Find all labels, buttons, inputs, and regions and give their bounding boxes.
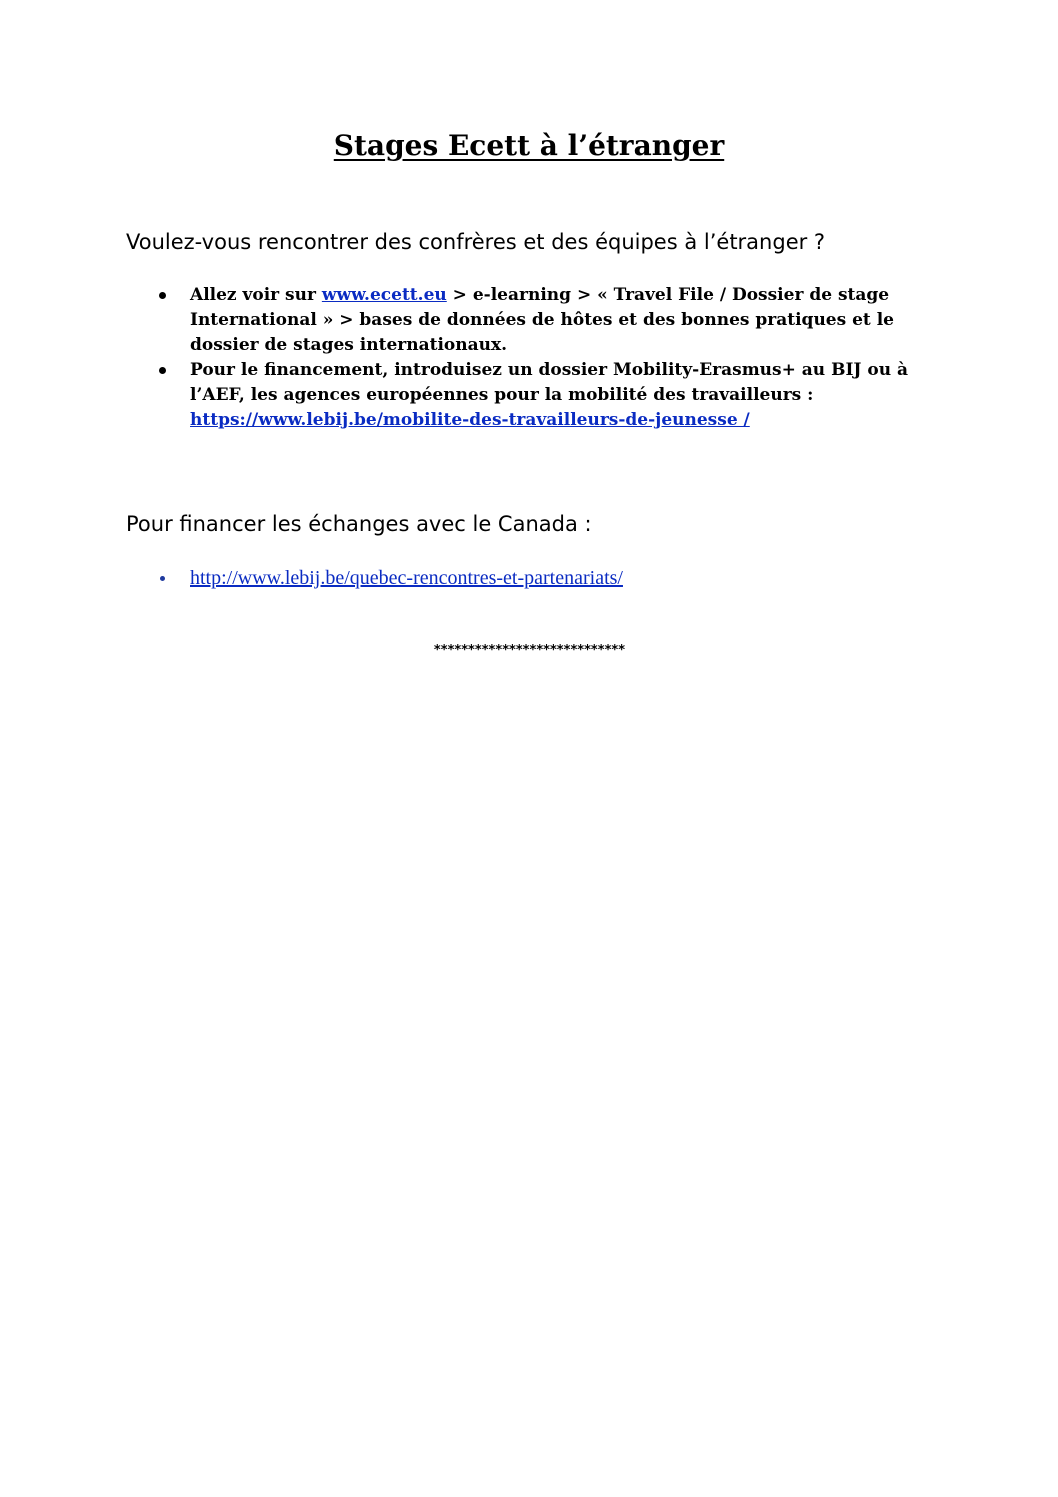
page-title: Stages Ecett à l’étranger (333, 129, 725, 162)
bullet-icon (159, 367, 166, 374)
separator-asterisks: **************************** (433, 643, 625, 658)
abroad-bullet-list (190, 283, 950, 433)
list-item (190, 358, 950, 433)
list-item-text-before: Allez voir sur (190, 285, 322, 305)
section-heading-canada: Pour financer les échanges avec le Canada : (126, 512, 592, 536)
bullet-icon (160, 576, 165, 581)
list-item (190, 283, 950, 358)
canada-bullet-list (190, 565, 950, 591)
bij-mobility-link[interactable]: https://www.lebij.be/mobilite-des-travailleurs-de-jeunesse / (190, 410, 750, 430)
section-heading-abroad: Voulez-vous rencontrer des confrères et des équipes à l’étranger ? (126, 230, 826, 254)
list-item (190, 565, 950, 591)
bullet-icon (159, 292, 166, 299)
list-item-text-after: > e-learning > « Travel File / Dossier de stage International » > bases de données de hôtes et des bonnes pratiques et le dossier de stages internationaux. (190, 285, 894, 355)
list-item-text: Pour le financement, introduisez un dossier Mobility-Erasmus+ au BIJ ou à l’AEF, les agences européennes pour la mobilité des travailleurs : (190, 360, 908, 405)
ecett-link[interactable]: www.ecett.eu (321, 285, 447, 305)
bij-quebec-link[interactable]: http://www.lebij.be/quebec-rencontres-et-partenariats/ (190, 567, 623, 589)
